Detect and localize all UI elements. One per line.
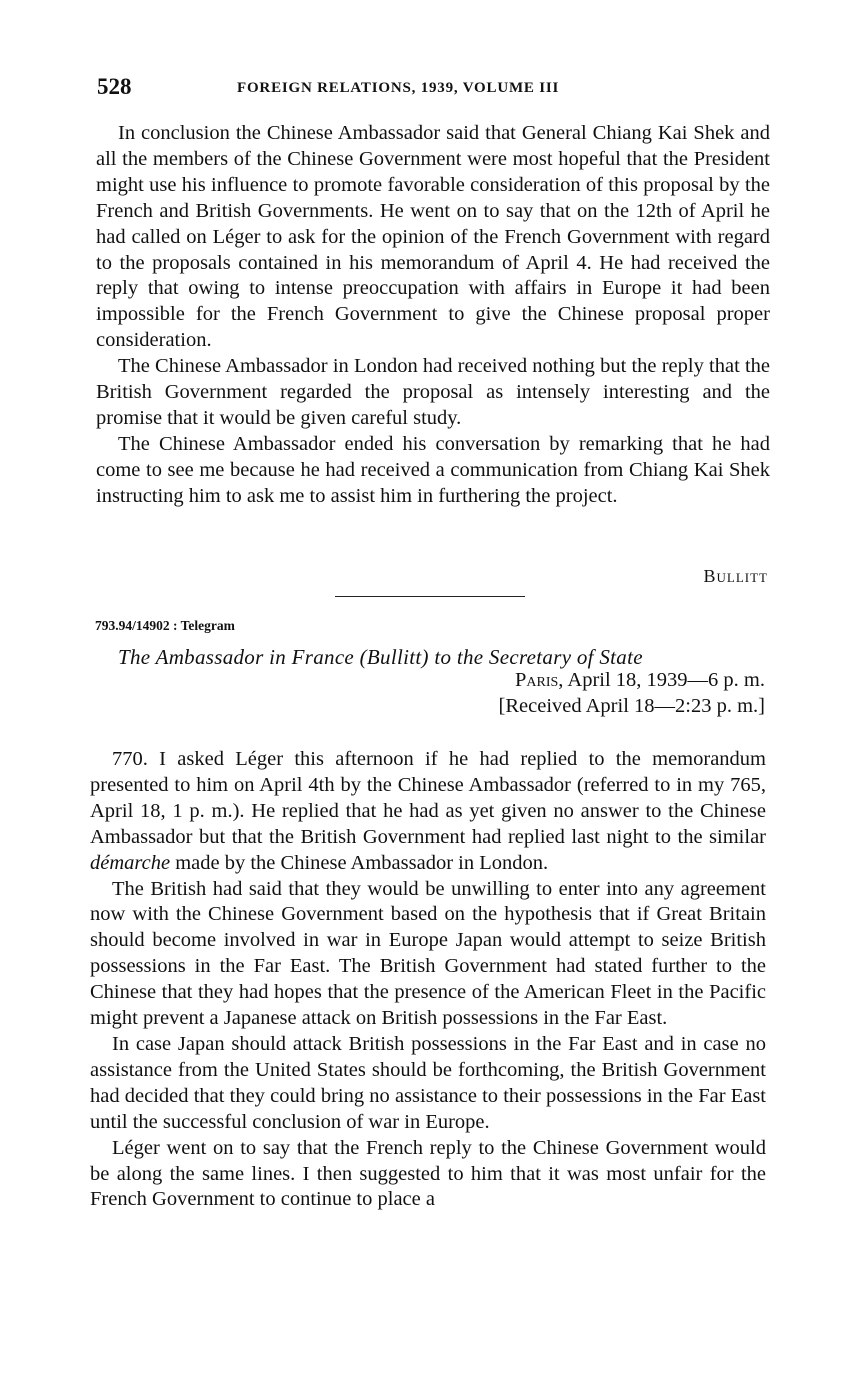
dateline-place: Paris bbox=[514, 669, 559, 691]
section-one-text bbox=[96, 121, 770, 510]
section-divider bbox=[335, 596, 525, 597]
paragraph-text: 770. I asked Léger this afternoon if he had replied to the memorandum presented to him on April 4th by the Chinese Ambassador (referred to in my 765, April 18, 1 p. m.). He replied that he had as yet given no answer to the Chinese Ambassador but that the British Government had replied last night to the similar bbox=[90, 748, 766, 848]
dateline-date: , April 18, 1939—6 p. m. bbox=[558, 669, 765, 691]
paragraph: In case Japan should attack British possessions in the Far East and in case no assistance from the United States should be forthcoming, the British Government had decided that they could bring no assistance to their possessions in the Far East until the successful conclusion of war in Europe. bbox=[90, 1032, 766, 1133]
paragraph: The British had said that they would be unwilling to enter into any agreement now with the Chinese Government based on the hypothesis that if Great Britain should become involved in war in Europe Japan would attempt to seize British possessions in the Far East. The British Government had stated further to the Chinese that they had hopes that the presence of the American Fleet in the Pacific might prevent a Japanese attack on British possessions in the Far East. bbox=[90, 877, 766, 1030]
file-reference: 793.94/14902 : Telegram bbox=[95, 618, 235, 633]
paragraph: The Chinese Ambassador ended his conversation by remarking that he had come to see me because he had received a communication from Chiang Kai Shek instructing him to ask me to assist him in furthering the project. bbox=[96, 432, 770, 507]
running-title: FOREIGN RELATIONS, 1939, VOLUME III bbox=[237, 80, 560, 96]
document-title: The Ambassador in France (Bullitt) to the Secretary of State bbox=[118, 645, 643, 669]
paragraph-text: made by the Chinese Ambassador in London. bbox=[170, 851, 549, 874]
dateline-received: [Received April 18—2:23 p. m.] bbox=[498, 694, 765, 717]
paragraph bbox=[90, 747, 766, 877]
dateline bbox=[440, 668, 765, 719]
paragraph: In conclusion the Chinese Ambassador said that General Chiang Kai Shek and all the members of the Chinese Government were most hopeful that the President might use his influence to promote favorable consideration of this proposal by the French and British Governments. He went on to say that on the 12th of April he had called on Léger to ask for the opinion of the French Government with regard to the proposals contained in his memorandum of April 4. He had received the reply that owing to intense preoccupation with affairs in Europe it had been impossible for the French Government to give the Chinese proposal proper consideration. bbox=[96, 122, 770, 352]
telegram-text bbox=[90, 747, 766, 1213]
running-head bbox=[97, 74, 777, 104]
paragraph: The Chinese Ambassador in London had received nothing but the reply that the British Government regarded the proposal as intensely interesting and the promise that it would be given careful study. bbox=[96, 355, 770, 429]
signature: Bullitt bbox=[703, 566, 768, 586]
dateline-sent bbox=[440, 668, 765, 694]
italic-term: démarche bbox=[90, 851, 171, 874]
paragraph: Léger went on to say that the French reply to the Chinese Government would be along the same lines. I then suggested to him that it was most unfair for the French Government to continue to place a bbox=[90, 1136, 766, 1211]
page-number: 528 bbox=[97, 74, 132, 99]
